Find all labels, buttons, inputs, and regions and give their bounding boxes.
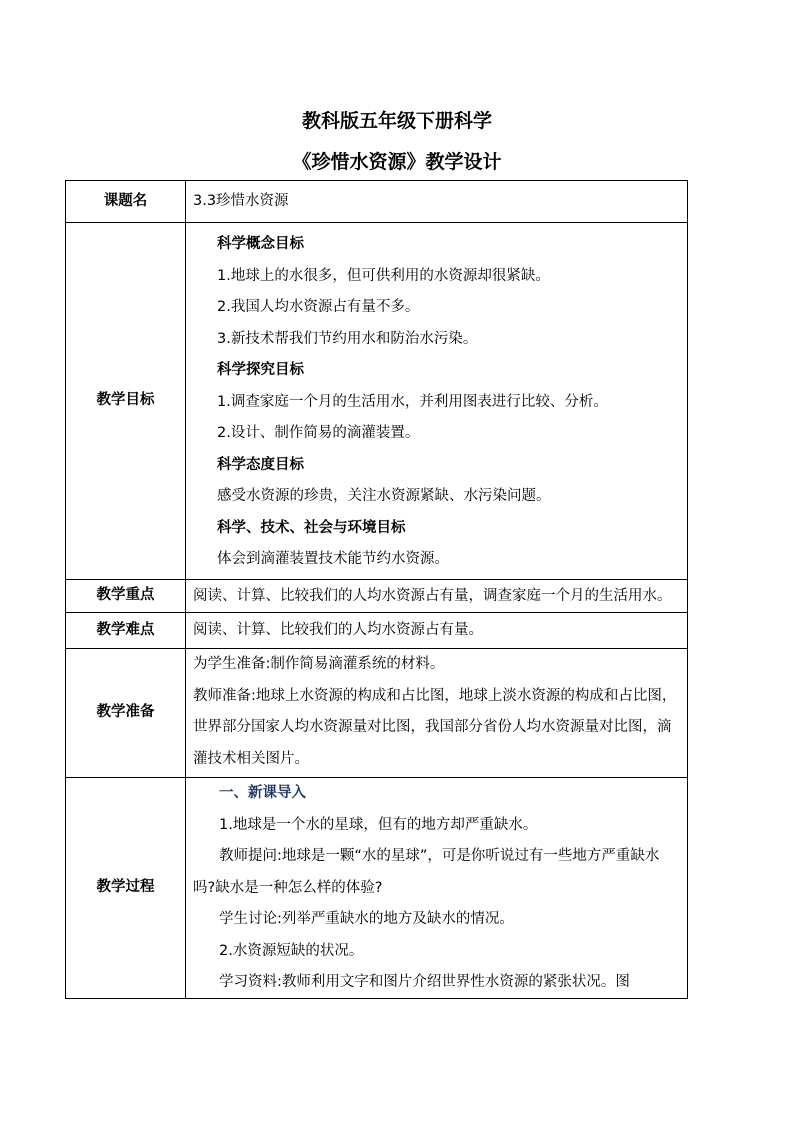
- student-preparation: 为学生准备:制作简易滴灌系统的材料。: [193, 656, 445, 672]
- key-points-text: 阅读、计算、比较我们的人均水资源占有量，调查家庭一个月的生活用水。: [186, 579, 688, 613]
- goal-line: 2.设计、制作简易的滴灌装置。: [217, 425, 420, 441]
- topic-value: 3.3珍惜水资源: [186, 181, 688, 223]
- goal-line: 3.新技术帮我们节约用水和防治水污染。: [217, 330, 478, 347]
- preparation-row: [66, 649, 688, 778]
- goal-line: 感受水资源的珍贵，关注水资源紧缺、水污染问题。: [217, 488, 551, 504]
- goal-heading-sts: 科学、技术、社会与环境目标: [217, 519, 406, 536]
- goal-line: 1.地球上的水很多，但可供利用的水资源却很紧缺。: [217, 267, 550, 284]
- goal-heading-inquiry: 科学探究目标: [217, 362, 304, 378]
- goal-line: 体会到滴灌装置技术能节约水资源。: [217, 551, 449, 567]
- difficulties-label: 教学难点: [66, 613, 186, 649]
- topic-row: [66, 181, 688, 223]
- preparation-label: 教学准备: [66, 649, 186, 778]
- key-points-row: [66, 579, 688, 613]
- goals-row: [66, 223, 688, 580]
- process-line: 2.水资源短缺的状况。: [219, 942, 364, 959]
- teacher-question: 教师提问:地球是一颗“水的星球”，可是你听说过有一些地方严重缺水吗?缺水是一种怎么样的体验?: [193, 848, 660, 896]
- preparation-content: [186, 649, 688, 778]
- document-subtitle: 《珍惜水资源》教学设计: [292, 151, 502, 173]
- goal-line: 1.调查家庭一个月的生活用水，并利用图表进行比较、分析。: [217, 393, 608, 410]
- key-points-label: 教学重点: [66, 579, 186, 613]
- process-line: 1.地球是一个水的星球，但有的地方却严重缺水。: [219, 816, 538, 833]
- teacher-preparation: 教师准备:地球上水资源的构成和占比图，地球上淡水资源的构成和占比图，世界部分国家人均水资源量对比图，我国部分省份人均水资源量对比图，滴灌技术相关图片。: [193, 687, 677, 767]
- document-title: 教科版五年级下册科学: [301, 110, 492, 132]
- goals-label: 教学目标: [66, 223, 186, 580]
- student-discussion: 学生讨论:列举严重缺水的地方及缺水的情况。: [219, 911, 514, 927]
- goal-line: 2.我国人均水资源占有量不多。: [217, 299, 420, 315]
- topic-label: 课题名: [66, 181, 186, 223]
- process-content: [186, 778, 688, 999]
- process-row: [66, 778, 688, 999]
- goal-heading-attitude: 科学态度目标: [217, 456, 304, 473]
- goals-content: [186, 223, 688, 580]
- process-label: 教学过程: [66, 778, 186, 999]
- process-heading: 一、新课导入: [219, 785, 306, 801]
- goal-heading-concept: 科学概念目标: [217, 236, 304, 252]
- lesson-plan-table: [65, 180, 688, 999]
- learning-material: 学习资料:教师利用文字和图片介绍世界性水资源的紧张状况。图: [219, 974, 630, 990]
- difficulties-row: [66, 613, 688, 649]
- difficulties-text: 阅读、计算、比较我们的人均水资源占有量。: [186, 613, 688, 649]
